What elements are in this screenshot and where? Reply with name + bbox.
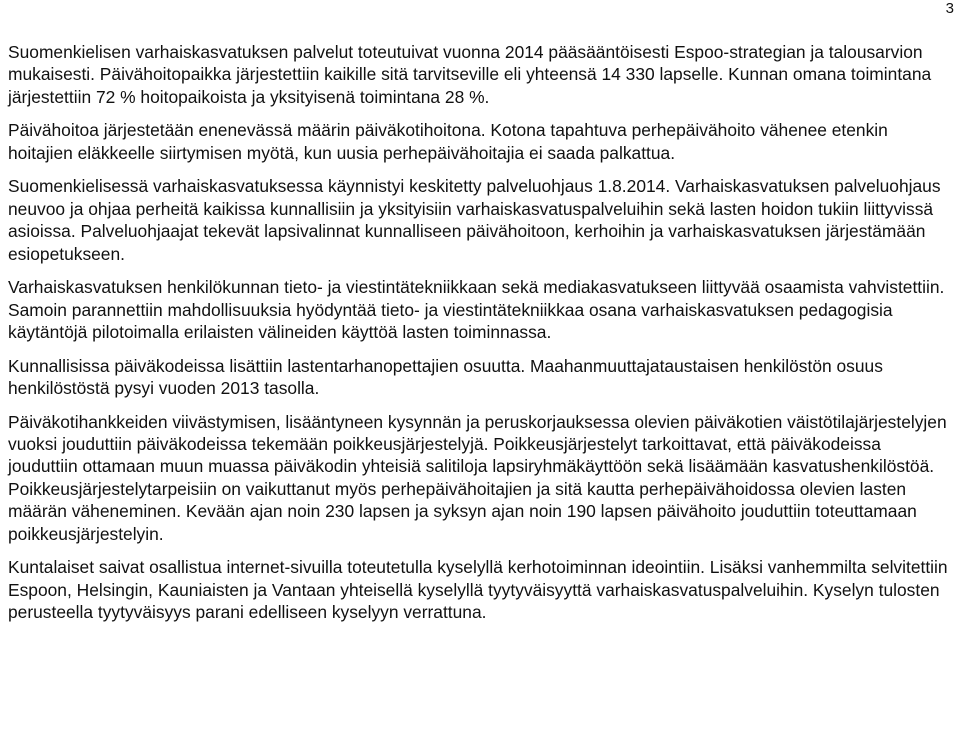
paragraph-resident-survey: Kuntalaiset saivat osallistua internet-sivuilla toteutetulla kyselyllä kerhotoiminnan ideointiin. Lisäksi vanhemmilta selvitettiin Espoon, Helsingin, Kauniaisten ja Vantaan yhteisellä kyselyllä tyytyväisyyttä varhaiskasvatuspalveluihin. Kyselyn tulosten perusteella tyytyväisyys parani edelliseen kyselyyn verrattuna. (8, 557, 948, 623)
page-number: 3 (945, 0, 954, 17)
paragraph-daycare-trend: Päivähoitoa järjestetään enenevässä määrin päiväkotihoitona. Kotona tapahtuva perhepäivähoito vähenee etenkin hoitajien eläkkeelle siirtymisen myötä, kun uusia perhepäivähoitajia ei saada palkattua. (8, 120, 888, 163)
document-body (8, 41, 948, 623)
paragraph-service-guidance: Suomenkielisessä varhaiskasvatuksessa käynnistyi keskitetty palveluohjaus 1.8.2014. Varhaiskasvatuksen palveluohjaus neuvoo ja ohjaa perheitä kaikissa kunnallisiin ja yksityisiin varhaiskasvatuspalveluihin sekä lasten hoidon tukiin liittyvissä asioissa. Palveluohjaajat tekevät lapsivalinnat kunnalliseen päivähoitoon, kerhoihin ja varhaiskasvatuksen järjestämään esiopetukseen. (8, 176, 941, 264)
paragraph-special-arrangements: Päiväkotihankkeiden viivästymisen, lisääntyneen kysynnän ja peruskorjauksessa olevien päiväkotien väistötilajärjestelyjen vuoksi jouduttiin päiväkodeissa tekemään poikkeusjärjestelyjä. Poikkeusjärjestelyt tarkoittavat, että päiväkodeissa jouduttiin ottamaan muun muassa päiväkodin yhteisiä salitiloja lapsiryhmäkäyttöön sekä lisäämään kasvatushenkilöstöä. Poikkeusjärjestelytarpeisiin on vaikuttanut myös perhepäivähoitajien ja sitä kautta perhepäivähoidossa olevien lasten määrän väheneminen. Kevään ajan noin 230 lapsen ja syksyn ajan noin 190 lapsen päivähoito jouduttiin toteuttamaan poikkeusjärjestelyin. (8, 411, 947, 544)
paragraph-ict-skills: Varhaiskasvatuksen henkilökunnan tieto- ja viestintätekniikkaan sekä mediakasvatukseen liittyvää osaamista vahvistettiin. Samoin parannettiin mahdollisuuksia hyödyntää tieto- ja viestintätekniikkaa osana varhaiskasvatuksen pedagogisia käytäntöjä pilotoimalla erilaisten välineiden käyttöä lasten toiminnassa. (8, 277, 945, 343)
paragraph-service-overview: Suomenkielisen varhaiskasvatuksen palvelut toteutuivat vuonna 2014 pääsääntöisesti Espoo-strategian ja talousarvion mukaisesti. Päivähoitopaikka järjestettiin kaikille sitä tarvitseville eli yhteensä 14 330 lapselle. Kunnan omana toimintana järjestettiin 72 % hoitopaikoista ja yksityisenä toimintana 28 %. (8, 42, 932, 107)
paragraph-staffing: Kunnallisissa päiväkodeissa lisättiin lastentarhanopettajien osuutta. Maahanmuuttajataustaisen henkilöstön osuus henkilöstöstä pysyi vuoden 2013 tasolla. (8, 355, 883, 399)
